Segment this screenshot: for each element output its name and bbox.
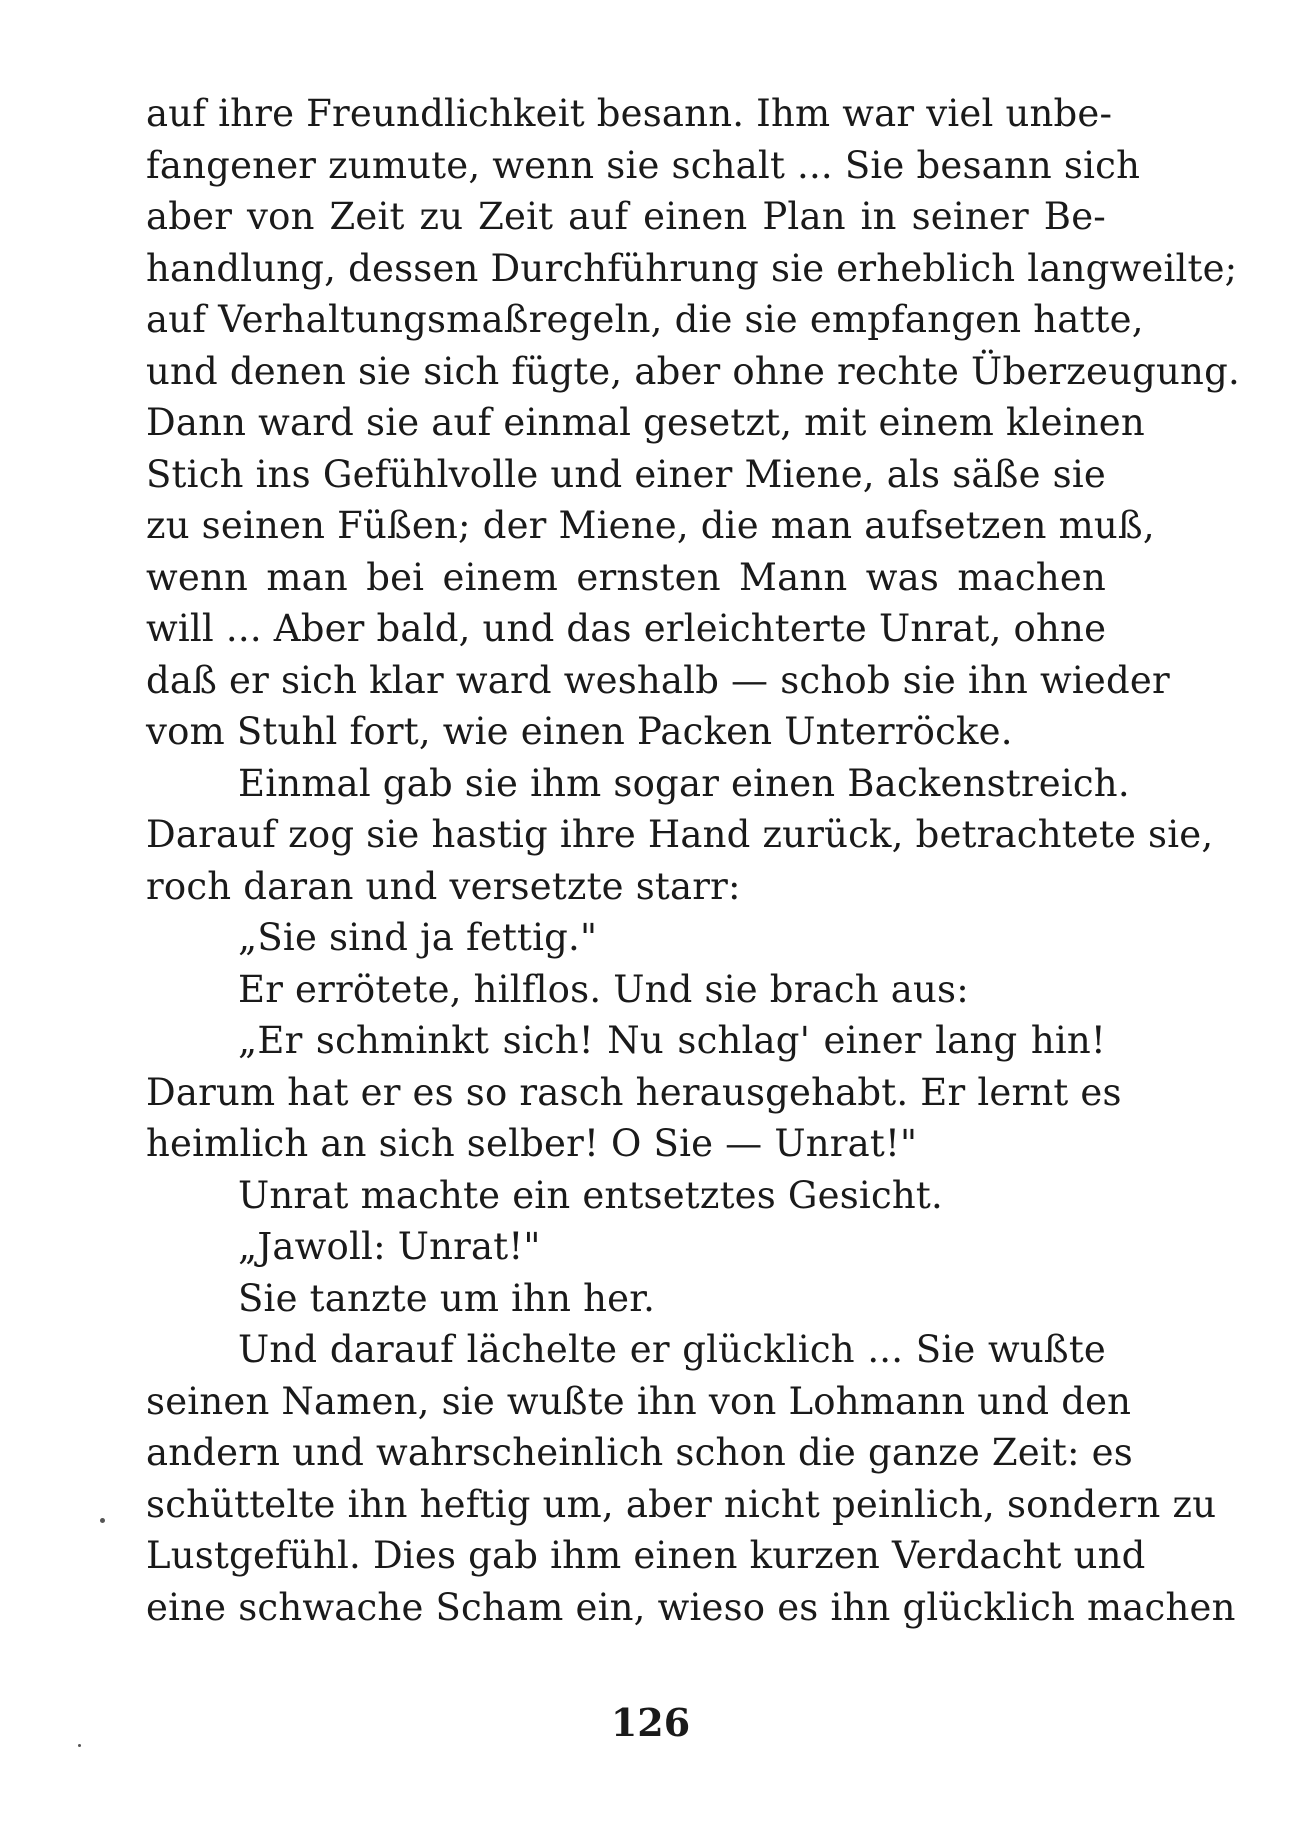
text-line-12: daß er sich klar ward weshalb — schob sie ihn wieder	[146, 658, 1170, 702]
text-line-9: zu seinen Füßen; der Miene, die man aufsetzen muß,	[146, 504, 1155, 547]
page-number: 126	[610, 1700, 691, 1745]
text-line-13: vom Stuhl fort, wie einen Packen Unterröcke.	[146, 710, 1013, 753]
text-line-16: roch daran und versetzte starr:	[146, 864, 741, 908]
text-line-11: will ... Aber bald, und das erleichterte Unrat, ohne	[146, 607, 1107, 650]
text-line-7: Dann ward sie auf einmal gesetzt, mit einem kleinen	[146, 401, 1145, 444]
text-line-1: auf ihre Freundlichkeit besann. Ihm war viel unbe-	[146, 92, 1113, 135]
text-line-10: wenn man bei einem ernsten Mann was machen	[146, 555, 1106, 599]
text-line-4: handlung, dessen Durchführung sie erheblich langweilte;	[146, 246, 1238, 290]
text-line-20: Darum hat er es so rasch herausgehabt. Er lernt es	[146, 1070, 1122, 1114]
text-line-2: fangener zumute, wenn sie schalt ... Sie besann sich	[146, 143, 1141, 187]
scan-speck	[100, 1518, 105, 1523]
text-line-14: Einmal gab sie ihm sogar einen Backenstreich.	[238, 761, 1130, 805]
text-line-28: schüttelte ihn heftig um, aber nicht peinlich, sondern zu	[146, 1482, 1217, 1526]
text-line-18: Er errötete, hilflos. Und sie brach aus:	[238, 967, 969, 1011]
text-line-29: Lustgefühl. Dies gab ihm einen kurzen Verdacht und	[146, 1534, 1146, 1577]
text-line-24: Sie tanzte um ihn her.	[238, 1276, 656, 1320]
text-line-22: Unrat machte ein entsetztes Gesicht.	[238, 1173, 943, 1217]
text-line-19: „Er schminkt sich! Nu schlag' einer lang hin!	[238, 1019, 1106, 1062]
text-line-6: und denen sie sich fügte, aber ohne rechte Überzeugung.	[146, 349, 1240, 393]
text-line-23: „Jawoll: Unrat!"	[238, 1225, 541, 1268]
text-line-8: Stich ins Gefühlvolle und einer Miene, als säße sie	[146, 452, 1106, 496]
text-line-30: eine schwache Scham ein, wieso es ihn glücklich machen	[146, 1585, 1236, 1629]
text-line-15: Darauf zog sie hastig ihre Hand zurück, betrachtete sie,	[146, 813, 1214, 856]
text-line-17: „Sie sind ja fettig."	[238, 916, 598, 959]
text-line-5: auf Verhaltungsmaßregeln, die sie empfangen hatte,	[146, 298, 1144, 341]
text-line-21: heimlich an sich selber! O Sie — Unrat!"	[146, 1122, 918, 1165]
text-line-26: seinen Namen, sie wußte ihn von Lohmann und den	[146, 1379, 1132, 1423]
body-text	[146, 88, 1240, 1633]
text-line-25: Und darauf lächelte er glücklich ... Sie wußte	[238, 1328, 1106, 1371]
text-line-27: andern und wahrscheinlich schon die ganze Zeit: es	[146, 1431, 1133, 1474]
scan-speck	[78, 1744, 81, 1747]
text-line-3: aber von Zeit zu Zeit auf einen Plan in seiner Be-	[146, 195, 1106, 238]
